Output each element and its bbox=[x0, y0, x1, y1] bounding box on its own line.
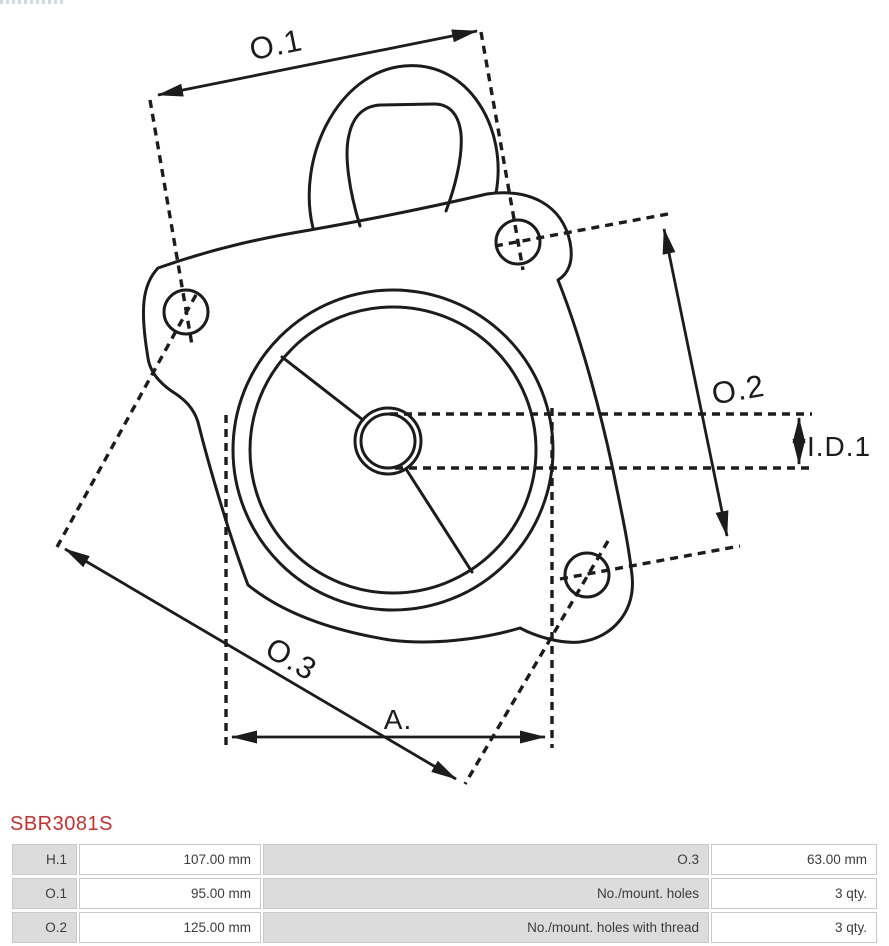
dim-label-a: A. bbox=[383, 704, 413, 735]
wedge-line-lower bbox=[406, 469, 472, 572]
spec-value: 63.00 mm bbox=[711, 844, 877, 875]
spec-key: H.1 bbox=[12, 844, 77, 875]
wedge-line-upper bbox=[282, 357, 363, 420]
spec-key: O.1 bbox=[12, 878, 77, 909]
spec-key: No./mount. holes bbox=[263, 878, 709, 909]
spec-value: 125.00 mm bbox=[79, 912, 261, 943]
center-hub-inner bbox=[361, 414, 415, 468]
mount-hole-bottom-right bbox=[565, 553, 609, 597]
dim-label-o3: O.3 bbox=[259, 630, 324, 688]
spec-value: 3 qty. bbox=[711, 912, 877, 943]
dim-arrow-o1 bbox=[158, 31, 477, 95]
spec-table bbox=[10, 841, 879, 946]
part-number: SBR3081S bbox=[10, 813, 113, 835]
spec-value: 3 qty. bbox=[711, 878, 877, 909]
dim-label-o1: O.1 bbox=[246, 22, 306, 68]
table-row bbox=[12, 912, 877, 943]
flange-outline bbox=[143, 193, 632, 642]
dim-label-o2: O.2 bbox=[709, 367, 768, 412]
lifting-eye-inner bbox=[347, 104, 461, 226]
body-circle-outer bbox=[233, 290, 553, 610]
table-row bbox=[12, 878, 877, 909]
ext-line-o2-bottom bbox=[560, 546, 740, 579]
dim-label-id1: I.D.1 bbox=[807, 431, 872, 462]
spec-key: No./mount. holes with thread bbox=[263, 912, 709, 943]
ext-line-o1-right bbox=[481, 32, 523, 270]
body-circle-inner bbox=[250, 307, 536, 593]
spec-value: 107.00 mm bbox=[79, 844, 261, 875]
spec-key: O.2 bbox=[12, 912, 77, 943]
center-hub-outer bbox=[355, 408, 421, 474]
table-row bbox=[12, 844, 877, 875]
ext-line-o1-left bbox=[150, 100, 192, 345]
spec-value: 95.00 mm bbox=[79, 878, 261, 909]
lifting-eye-outer bbox=[309, 66, 498, 228]
spec-key: O.3 bbox=[263, 844, 709, 875]
ext-line-o3-right bbox=[465, 541, 608, 784]
dim-arrow-o3 bbox=[65, 549, 456, 779]
